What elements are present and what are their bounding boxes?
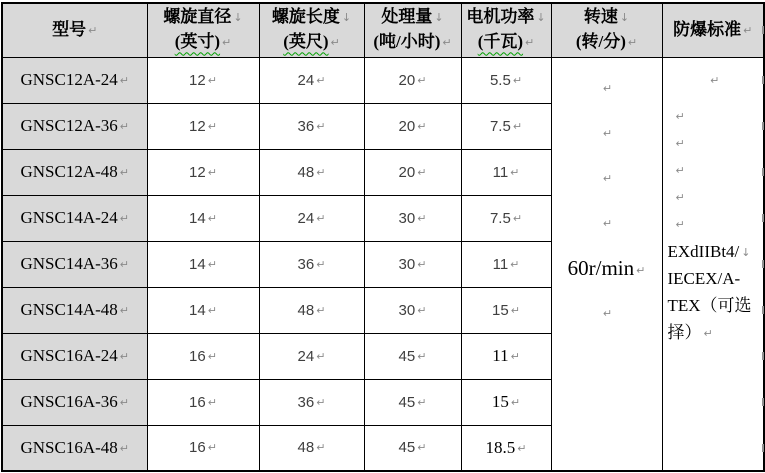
paragraph-mark: ↵	[675, 217, 685, 231]
paragraph-mark: ↵	[207, 73, 217, 87]
capacity-cell[interactable]	[364, 149, 461, 195]
paragraph-mark: ↵	[207, 257, 217, 271]
power-value: 5.5	[489, 71, 511, 89]
power-value: 11	[492, 346, 509, 365]
paragraph-mark: ↵	[743, 23, 753, 37]
diameter-value: 12	[189, 163, 206, 181]
paragraph-mark: ↵	[602, 171, 613, 185]
length-cell[interactable]	[259, 103, 364, 149]
row-end-mark	[762, 306, 764, 314]
paragraph-mark: ↵	[627, 36, 638, 50]
paragraph-mark: ↵	[442, 36, 452, 50]
power-cell[interactable]	[461, 287, 551, 333]
paragraph-mark: ↵	[417, 303, 427, 317]
paragraph-mark: ↵	[512, 73, 523, 87]
row-end-mark	[762, 398, 764, 406]
paragraph-mark: ↵	[119, 441, 129, 455]
paragraph-mark: ↵	[207, 119, 217, 133]
paragraph-mark: ↵	[316, 257, 326, 271]
header-speed-label: 转速	[583, 7, 618, 27]
paragraph-mark: ↵	[417, 211, 427, 225]
model-value: GNSC14A-24	[20, 208, 118, 227]
paragraph-mark: ↵	[207, 165, 217, 179]
paragraph-mark: ↵	[636, 263, 646, 277]
diameter-cell[interactable]	[147, 103, 259, 149]
length-value: 36	[297, 255, 315, 273]
capacity-value: 30	[398, 255, 416, 273]
paragraph-mark: ↵	[88, 23, 98, 37]
row-end-mark	[762, 26, 764, 34]
paragraph-mark: ↵	[119, 396, 129, 409]
paragraph-mark: ↵	[119, 120, 129, 133]
paragraph-mark: ↵	[417, 73, 427, 87]
paragraph-mark: ↵	[207, 395, 217, 409]
header-power-label: 电机功率	[466, 7, 535, 27]
paragraph-mark: ↵	[675, 136, 685, 150]
model-cell[interactable]	[2, 333, 147, 379]
header-row	[2, 3, 764, 57]
header-model[interactable]	[2, 3, 147, 57]
paragraph-mark: ↵	[207, 211, 217, 225]
length-value: 24	[297, 347, 315, 365]
paragraph-mark: ↵	[510, 350, 520, 363]
linebreak-mark: ↓	[619, 11, 630, 25]
diameter-value: 12	[189, 117, 206, 135]
explosion-standard-line: IECEX/A-	[667, 268, 741, 288]
capacity-cell[interactable]	[364, 103, 461, 149]
paragraph-mark: ↵	[510, 396, 521, 409]
speed-cell[interactable]	[551, 57, 662, 471]
explosion-standard-line: 择）	[667, 322, 702, 342]
paragraph-mark: ↵	[417, 349, 427, 363]
model-cell[interactable]	[2, 425, 147, 471]
paragraph-mark: ↵	[512, 211, 523, 225]
paragraph-mark: ↵	[316, 211, 326, 225]
spec-table	[1, 2, 765, 472]
length-cell[interactable]	[259, 241, 364, 287]
capacity-cell[interactable]	[364, 241, 461, 287]
model-value: GNSC16A-48	[20, 437, 118, 457]
diameter-value: 16	[189, 347, 206, 365]
length-cell[interactable]	[259, 425, 364, 471]
capacity-value: 45	[398, 347, 416, 365]
power-cell[interactable]	[461, 149, 551, 195]
power-value: 11	[492, 163, 509, 181]
row-end-mark	[762, 76, 764, 84]
power-cell[interactable]	[461, 57, 551, 103]
diameter-value: 12	[189, 71, 206, 89]
paragraph-mark: ↵	[510, 165, 520, 179]
header-diameter[interactable]	[147, 3, 259, 57]
header-length-unit: (英尺)	[283, 32, 329, 52]
model-cell[interactable]	[2, 241, 147, 287]
linebreak-mark: ↓	[536, 11, 546, 25]
paragraph-mark: ↵	[316, 119, 326, 133]
model-value: GNSC12A-48	[20, 162, 118, 181]
length-value: 48	[297, 163, 315, 181]
header-capacity[interactable]	[364, 3, 461, 57]
capacity-value: 30	[398, 209, 416, 227]
paragraph-mark: ↵	[207, 303, 217, 317]
paragraph-mark: ↵	[119, 212, 129, 225]
paragraph-mark: ↵	[675, 109, 685, 123]
paragraph-mark: ↵	[119, 166, 129, 179]
linebreak-mark: ↓	[434, 11, 444, 25]
model-cell[interactable]	[2, 287, 147, 333]
length-value: 36	[297, 117, 315, 135]
power-value: 18.5	[485, 437, 516, 457]
header-explosion[interactable]	[662, 3, 764, 57]
paragraph-mark: ↵	[602, 81, 613, 95]
diameter-value: 14	[189, 209, 206, 227]
length-value: 24	[297, 71, 315, 89]
capacity-value: 20	[398, 71, 416, 89]
power-cell[interactable]	[461, 241, 551, 287]
capacity-cell[interactable]	[364, 287, 461, 333]
capacity-cell[interactable]	[364, 425, 461, 471]
header-length[interactable]	[259, 3, 364, 57]
capacity-cell[interactable]	[364, 195, 461, 241]
paragraph-mark: ↵	[417, 441, 427, 455]
paragraph-mark: ↵	[316, 73, 326, 87]
power-cell[interactable]	[461, 425, 551, 471]
capacity-value: 20	[398, 163, 416, 181]
paragraph-mark: ↵	[119, 304, 129, 317]
diameter-cell[interactable]	[147, 195, 259, 241]
length-cell[interactable]	[259, 287, 364, 333]
power-cell[interactable]	[461, 333, 551, 379]
diameter-cell[interactable]	[147, 379, 259, 425]
diameter-value: 14	[189, 301, 206, 319]
power-value: 7.5	[489, 209, 511, 227]
capacity-value: 45	[398, 393, 416, 411]
paragraph-mark: ↵	[119, 350, 129, 363]
diameter-cell[interactable]	[147, 241, 259, 287]
diameter-cell[interactable]	[147, 333, 259, 379]
paragraph-mark: ↵	[417, 165, 427, 179]
header-diameter-label: 螺旋直径	[163, 7, 232, 27]
explosion-standard-cell[interactable]	[662, 57, 764, 471]
power-cell[interactable]	[461, 379, 551, 425]
model-cell[interactable]	[2, 149, 147, 195]
linebreak-mark: ↓	[341, 11, 352, 25]
capacity-cell[interactable]	[364, 333, 461, 379]
paragraph-mark: ↵	[417, 257, 427, 271]
power-cell[interactable]	[461, 195, 551, 241]
paragraph-mark: ↵	[316, 349, 326, 363]
linebreak-mark: ↓	[741, 245, 751, 259]
capacity-cell[interactable]	[364, 57, 461, 103]
model-cell[interactable]	[2, 379, 147, 425]
paragraph-mark: ↵	[119, 258, 129, 271]
paragraph-mark: ↵	[512, 119, 523, 133]
length-cell[interactable]	[259, 379, 364, 425]
paragraph-mark: ↵	[675, 190, 685, 204]
paragraph-mark: ↵	[510, 303, 520, 317]
row-end-mark	[762, 444, 764, 452]
power-value: 11	[492, 255, 509, 273]
model-cell[interactable]	[2, 57, 147, 103]
header-length-label: 螺旋长度	[271, 7, 340, 27]
row-end-mark	[762, 214, 764, 222]
power-value: 15	[492, 301, 509, 319]
length-cell[interactable]	[259, 195, 364, 241]
paragraph-mark: ↵	[602, 126, 613, 140]
power-cell[interactable]	[461, 103, 551, 149]
header-speed[interactable]	[551, 3, 662, 57]
header-capacity-unit: (吨/小时)	[373, 32, 441, 52]
paragraph-mark: ↵	[222, 36, 232, 50]
paragraph-mark: ↵	[703, 326, 713, 340]
paragraph-mark: ↵	[417, 119, 427, 133]
speed-value: 60r/min	[567, 255, 635, 280]
header-power[interactable]	[461, 3, 551, 57]
capacity-cell[interactable]	[364, 379, 461, 425]
capacity-value: 45	[398, 439, 416, 457]
model-value: GNSC12A-36	[20, 116, 118, 135]
diameter-value: 16	[189, 393, 206, 411]
diameter-cell[interactable]	[147, 425, 259, 471]
length-value: 48	[297, 439, 315, 457]
paragraph-mark: ↵	[119, 74, 129, 87]
header-model-label: 型号	[52, 19, 87, 39]
length-value: 48	[297, 301, 315, 319]
model-value: GNSC16A-36	[20, 392, 118, 411]
model-value: GNSC12A-24	[20, 70, 118, 89]
header-diameter-unit: (英寸)	[174, 32, 221, 52]
linebreak-mark: ↓	[233, 11, 243, 25]
capacity-value: 30	[398, 301, 416, 319]
paragraph-mark: ↵	[710, 73, 720, 87]
paragraph-mark: ↵	[330, 36, 340, 50]
paragraph-mark: ↵	[316, 395, 326, 409]
header-explosion-label: 防爆标准	[673, 19, 742, 39]
model-cell[interactable]	[2, 103, 147, 149]
paragraph-mark: ↵	[316, 303, 326, 317]
paragraph-mark: ↵	[675, 163, 685, 177]
diameter-cell[interactable]	[147, 57, 259, 103]
explosion-standard-line: EXdIIBt4/	[667, 241, 740, 261]
paragraph-mark: ↵	[417, 395, 427, 409]
power-value: 15	[491, 392, 509, 411]
paragraph-mark: ↵	[517, 441, 527, 455]
paragraph-mark: ↵	[207, 349, 217, 363]
length-value: 24	[297, 209, 315, 227]
row-end-mark	[762, 260, 764, 268]
paragraph-mark: ↵	[316, 441, 326, 455]
diameter-cell[interactable]	[147, 149, 259, 195]
paragraph-mark: ↵	[510, 257, 520, 271]
length-cell[interactable]	[259, 333, 364, 379]
row-end-mark	[762, 352, 764, 360]
power-value: 7.5	[489, 117, 511, 135]
paragraph-mark: ↵	[525, 36, 535, 50]
header-power-unit: (千瓦)	[477, 32, 524, 52]
diameter-value: 16	[189, 439, 206, 457]
model-value: GNSC14A-36	[20, 254, 118, 273]
explosion-standard-line: TEX（可选	[667, 295, 752, 315]
table-row	[2, 57, 764, 103]
row-end-mark	[762, 122, 764, 130]
paragraph-mark: ↵	[207, 441, 217, 455]
capacity-value: 20	[398, 117, 416, 135]
length-value: 36	[297, 393, 315, 411]
header-capacity-label: 处理量	[381, 7, 433, 27]
diameter-cell[interactable]	[147, 287, 259, 333]
model-value: GNSC14A-48	[20, 300, 118, 319]
length-cell[interactable]	[259, 149, 364, 195]
model-value: GNSC16A-24	[20, 346, 118, 365]
paragraph-mark: ↵	[602, 216, 613, 230]
length-cell[interactable]	[259, 57, 364, 103]
header-speed-unit: (转/分)	[575, 32, 626, 52]
row-end-mark	[762, 168, 764, 176]
paragraph-mark: ↵	[602, 306, 613, 320]
paragraph-mark: ↵	[316, 165, 326, 179]
model-cell[interactable]	[2, 195, 147, 241]
diameter-value: 14	[189, 255, 206, 273]
